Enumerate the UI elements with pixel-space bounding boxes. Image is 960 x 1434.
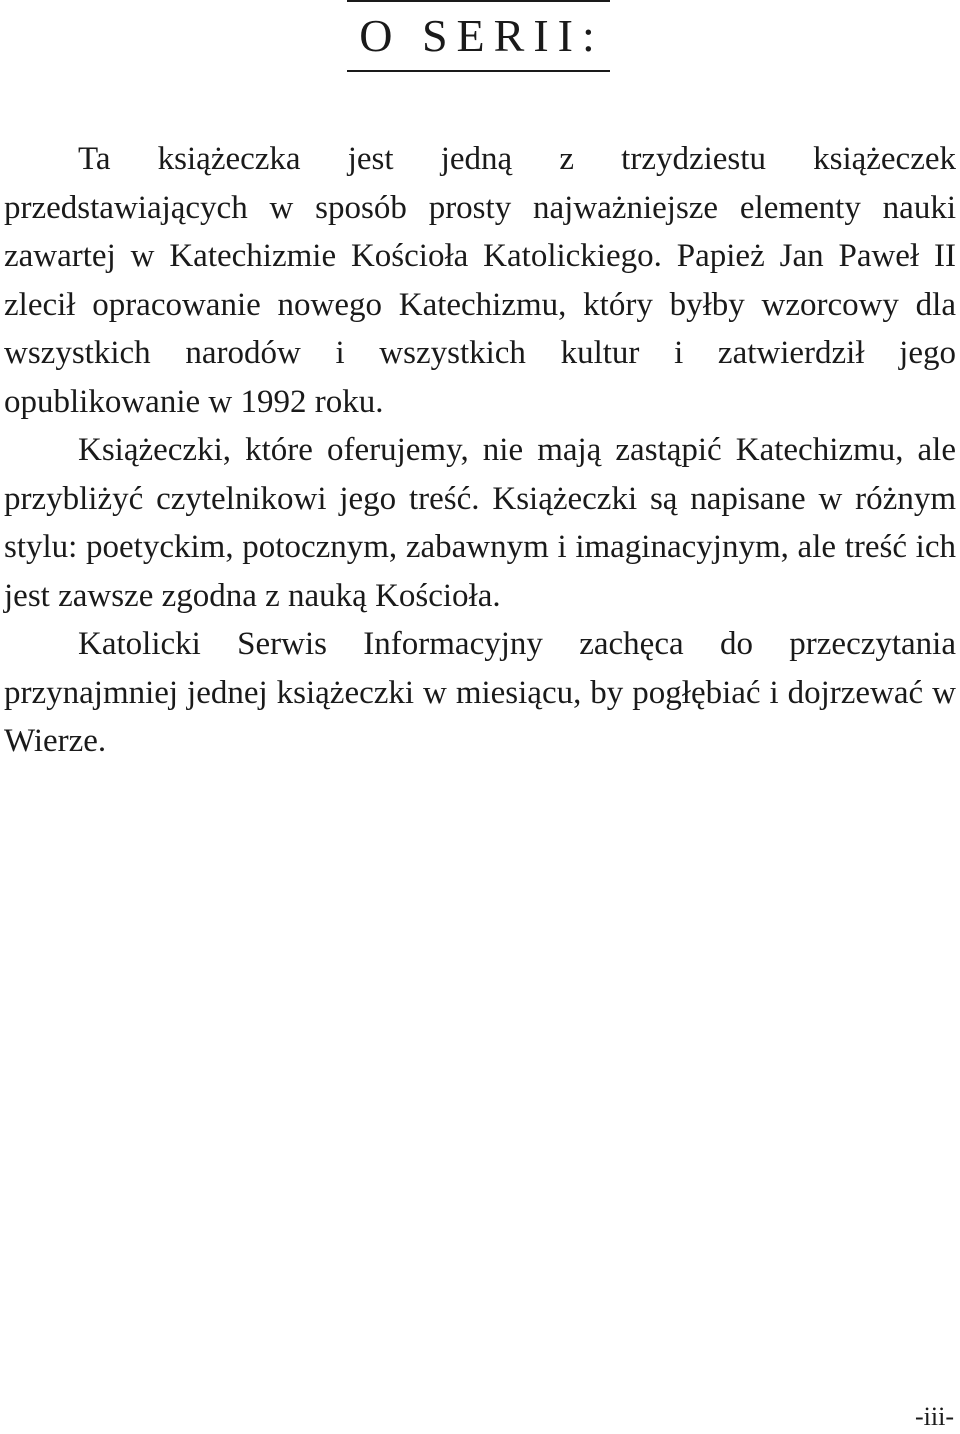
paragraph-intro: Ta książeczka jest jedną z trzydziestu książeczek przedstawiających w sposób prosty najważniejsze elementy nauki zawartej w Katechizmie Kościoła Katolickiego. Papież Jan Paweł II zlecił opracowanie nowego Katechizmu, który byłby wzorcowy dla wszystkich narodów i wszystkich kultur i zatwierdził jego opublikowanie w 1992 roku. — [4, 141, 956, 420]
title-box — [347, 0, 610, 72]
paragraph-purpose: Książeczki, które oferujemy, nie mają zastąpić Katechizmu, ale przybliżyć czytelnikowi jego treść. Książeczki są napisane w różnym stylu: poetyckim, potocznym, zabawnym i imaginacyjnym, ale treść ich jest zawsze zgodna z nauką Kościoła. — [4, 432, 956, 614]
paragraph-encouragement: Katolicki Serwis Informacyjny zachęca do przeczytania przynajmniej jednej książeczki w miesiącu, by pogłębiać i dojrzewać w Wierze. — [4, 626, 956, 759]
body-text — [4, 135, 956, 766]
page-title: O SERII: — [359, 10, 604, 61]
page-number: -iii- — [915, 1402, 954, 1431]
